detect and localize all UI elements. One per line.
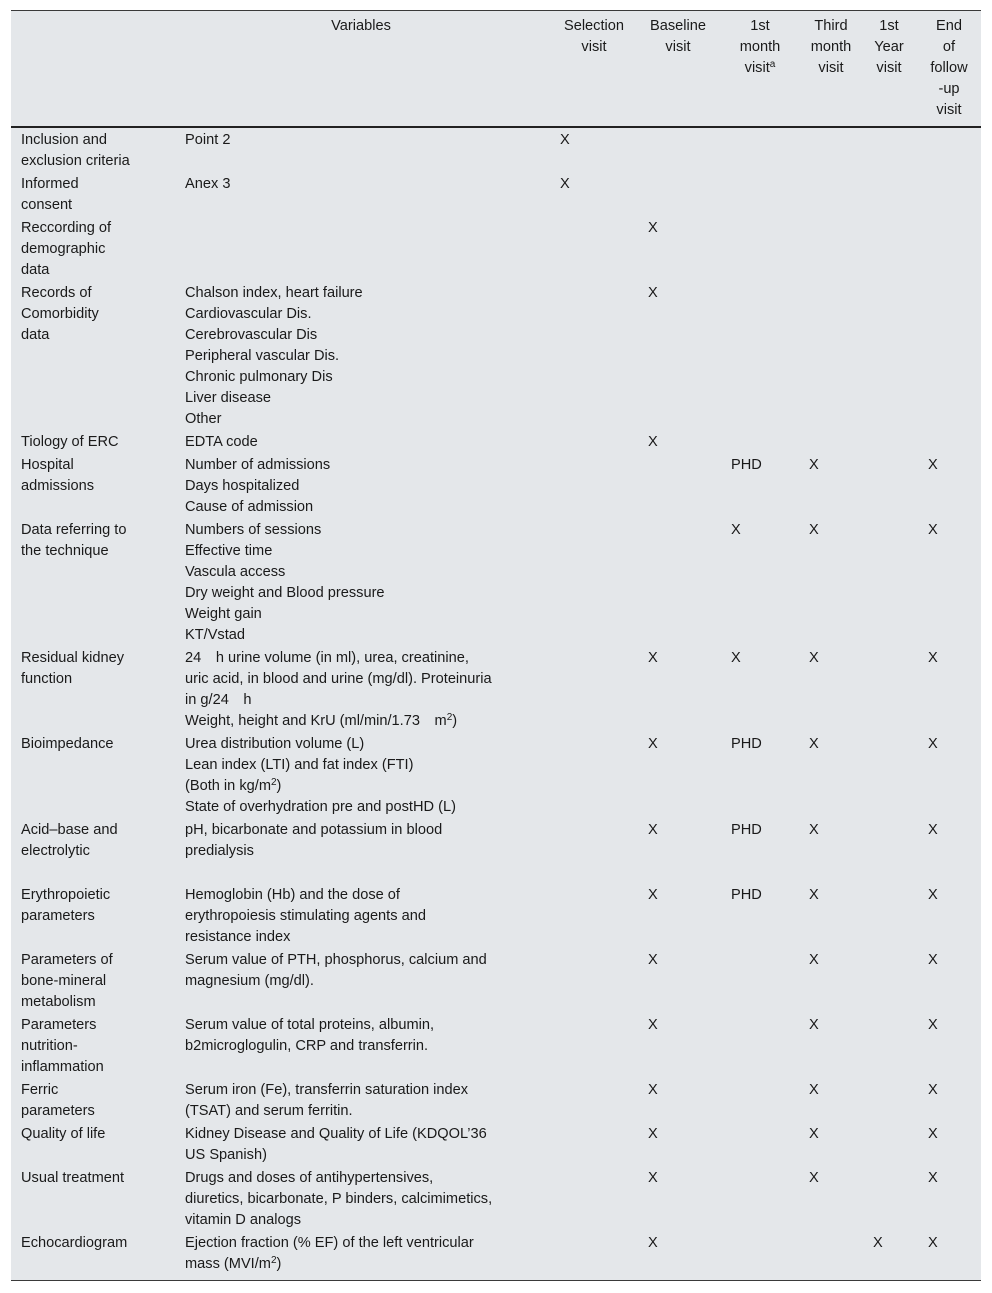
mark-erythropoietic-end: X [928, 887, 938, 903]
row-label-erythropoietic: Erythropoietic parameters [21, 887, 111, 924]
header-rule [11, 126, 981, 128]
header-1st-year-visit: 1st Year visit [874, 18, 904, 76]
row-desc-usual-treatment: Drugs and doses of antihypertensives, diuretics, bicarbonate, P binders, calcimimetics, vitamin D analogs [185, 1170, 493, 1228]
row-label-inclusion: Inclusion and exclusion criteria [21, 132, 130, 169]
row-desc-quality-of-life: Kidney Disease and Quality of Life (KDQOL’36 US Spanish) [185, 1126, 487, 1163]
row-desc-bioimpedance: Urea distribution volume (L) Lean index (LTI) and fat index (FTI) (Both in $kg/m^2$) State of overhydration pre and postHD (L) [185, 736, 456, 815]
row-label-bioimpedance: Bioimpedance [21, 736, 114, 752]
row-desc-comorbidity: Chalson index, heart failure Cardiovascular Dis. Cerebrovascular Dis Peripheral vascular Dis. Chronic pulmonary Dis Liver disease Other [185, 285, 363, 427]
mark-hospital-third-month: X [809, 457, 819, 473]
mark-tiology-baseline: X [648, 434, 658, 450]
mark-consent-selection: X [560, 176, 570, 192]
header-1st-month-visit: 1st month visit$^a$ [739, 18, 781, 76]
mark-nutrition-third-month: X [809, 1017, 819, 1033]
row-desc-tiology: EDTA code [185, 434, 258, 450]
row-label-nutrition: Parameters nutrition- inflammation [21, 1017, 104, 1075]
mark-bone-baseline: X [648, 952, 658, 968]
row-label-echocardiogram: Echocardiogram [21, 1235, 128, 1251]
header-selection-visit: Selection visit [563, 18, 625, 55]
mark-erythropoietic-baseline: X [648, 887, 658, 903]
mark-comorbidity-baseline: X [648, 285, 658, 301]
mark-qol-end: X [928, 1126, 938, 1142]
row-label-bone-mineral: Parameters of bone-mineral metabolism [21, 952, 113, 1010]
mark-treatment-baseline: X [648, 1170, 658, 1186]
mark-demographic-baseline: X [648, 220, 658, 236]
mark-nutrition-baseline: X [648, 1017, 658, 1033]
row-label-hospital: Hospital admissions [21, 457, 94, 494]
row-desc-informed-consent: Anex 3 [185, 176, 231, 192]
mark-bone-end: X [928, 952, 938, 968]
row-label-tiology: Tiology of ERC [21, 434, 119, 450]
row-label-ferric: Ferric parameters [21, 1082, 95, 1119]
table-top-rule [11, 10, 981, 11]
mark-technique-1st-month: X [731, 522, 741, 538]
header-baseline-visit: Baseline visit [650, 18, 706, 55]
mark-residual-1st-month: X [731, 650, 741, 666]
row-desc-hospital: Number of admissions Days hospitalized Cause of admission [185, 457, 331, 515]
row-desc-residual-kidney: 24 h urine volume (in ml), urea, creatinine, uric acid, in blood and urine (mg/dl). Proteinuria in g/24 h Weight, height and KrU (ml/min/1.73 $m^2$) [185, 650, 492, 729]
mark-treatment-end: X [928, 1170, 938, 1186]
row-desc-ferric: Serum iron (Fe), transferrin saturation index (TSAT) and serum ferritin. [185, 1082, 469, 1119]
row-desc-erythropoietic: Hemoglobin (Hb) and the dose of erythropoiesis stimulating agents and resistance index [185, 887, 426, 945]
mark-erythropoietic-1st-month: PHD [731, 887, 762, 903]
mark-residual-end: X [928, 650, 938, 666]
mark-acid-base-end: X [928, 822, 938, 838]
mark-acid-base-baseline: X [648, 822, 658, 838]
mark-treatment-third-month: X [809, 1170, 819, 1186]
mark-hospital-end: X [928, 457, 938, 473]
mark-ferric-baseline: X [648, 1082, 658, 1098]
mark-erythropoietic-third-month: X [809, 887, 819, 903]
row-label-quality-of-life: Quality of life [21, 1126, 106, 1142]
row-label-acid-base: Acid–base and electrolytic [21, 822, 118, 859]
mark-bioimpedance-end: X [928, 736, 938, 752]
row-label-usual-treatment: Usual treatment [21, 1170, 125, 1186]
row-label-residual-kidney: Residual kidney function [21, 650, 125, 687]
mark-acid-base-third-month: X [809, 822, 819, 838]
mark-ferric-third-month: X [809, 1082, 819, 1098]
mark-echo-end: X [928, 1235, 938, 1251]
row-label-comorbidity: Records of Comorbidity data [21, 285, 99, 343]
mark-ferric-end: X [928, 1082, 938, 1098]
mark-bioimpedance-1st-month: PHD [731, 736, 762, 752]
variables-table [11, 10, 981, 1281]
row-desc-nutrition: Serum value of total proteins, albumin, b2microglogulin, CRP and transferrin. [185, 1017, 435, 1054]
row-desc-echocardiogram: Ejection fraction (% EF) of the left ventricular mass $(MVI/m^2)$ [185, 1235, 474, 1272]
mark-technique-third-month: X [809, 522, 819, 538]
mark-echo-1st-year: X [873, 1235, 883, 1251]
row-desc-technique: Numbers of sessions Effective time Vascula access Dry weight and Blood pressure Weight gain KT/Vstad [185, 522, 385, 643]
row-desc-inclusion: Point 2 [185, 132, 231, 148]
mark-nutrition-end: X [928, 1017, 938, 1033]
header-end-of-follow-up-visit: End of follow -up visit [930, 18, 968, 118]
mark-hospital-1st-month: PHD [731, 457, 762, 473]
header-third-month-visit: Third month visit [810, 18, 852, 76]
mark-bioimpedance-baseline: X [648, 736, 658, 752]
header-variables: Variables [331, 18, 391, 34]
mark-bioimpedance-third-month: X [809, 736, 819, 752]
mark-residual-third-month: X [809, 650, 819, 666]
table-bottom-rule [11, 1280, 981, 1281]
mark-inclusion-selection: X [560, 132, 570, 148]
row-label-technique: Data referring to the technique [21, 522, 127, 559]
row-label-informed-consent: Informed consent [21, 176, 79, 213]
mark-bone-third-month: X [809, 952, 819, 968]
mark-echo-baseline: X [648, 1235, 658, 1251]
mark-residual-baseline: X [648, 650, 658, 666]
mark-acid-base-1st-month: PHD [731, 822, 762, 838]
mark-qol-third-month: X [809, 1126, 819, 1142]
row-desc-acid-base: pH, bicarbonate and potassium in blood predialysis [185, 822, 443, 859]
mark-technique-end: X [928, 522, 938, 538]
row-label-demographic: Reccording of demographic data [21, 220, 112, 278]
mark-qol-baseline: X [648, 1126, 658, 1142]
row-desc-bone-mineral: Serum value of PTH, phosphorus, calcium and magnesium (mg/dl). [185, 952, 487, 989]
